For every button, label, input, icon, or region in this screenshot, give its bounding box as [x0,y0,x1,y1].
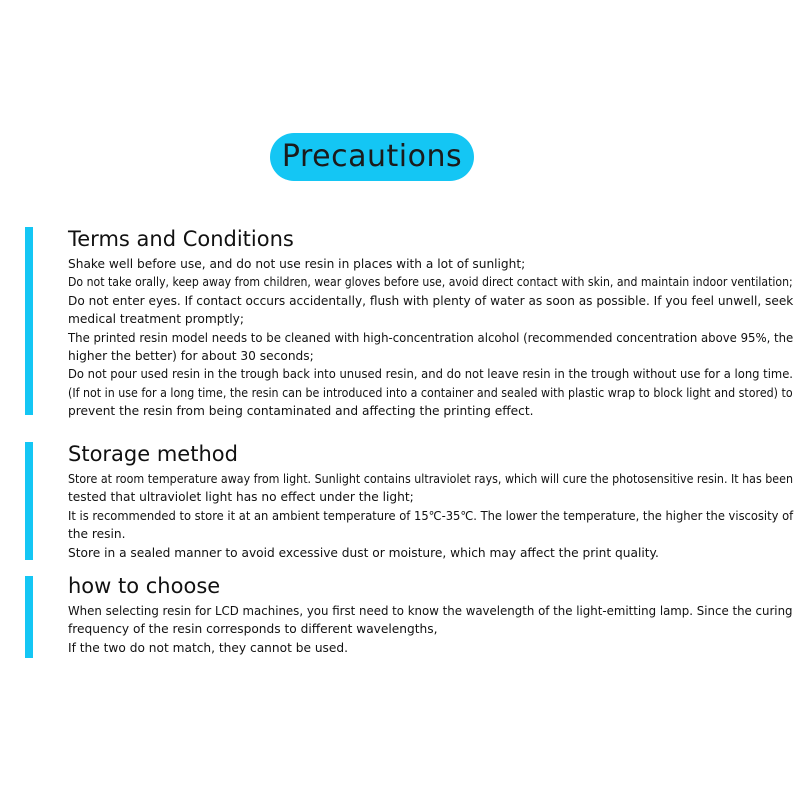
section-heading-terms: Terms and Conditions [68,227,294,251]
text-line: Shake well before use, and do not use resin in places with a lot of sunlight; [68,257,526,271]
text-line: (If not in use for a long time, the resin can be introduced into a container and sealed with plastic wrap to block light and stored) to [68,385,793,400]
page-title: Precautions [281,139,463,174]
text-line: If the two do not match, they cannot be used. [68,640,349,655]
section-accent-bar [25,442,33,560]
text-line: Do not enter eyes. If contact occurs accidentally, flush with plenty of water as soon as possible. If you feel unwell, seek [68,293,794,308]
section-accent-bar [25,576,33,658]
text-line: Do not take orally, keep away from children, wear gloves before use, avoid direct contact with skin, and maintain indoor ventilation; [68,275,793,290]
text-line: Store at room temperature away from light. Sunlight contains ultraviolet rays, which will cure the photosensitive resin. It has been [68,472,793,486]
text-line: tested that ultraviolet light has no effect under the light; [68,490,414,505]
text-line: higher the better) for about 30 seconds; [68,349,314,364]
text-line: Do not pour used resin in the trough back into unused resin, and do not leave resin in the trough without use for a long time. [68,367,793,382]
text-line: frequency of the resin corresponds to different wavelengths, [68,622,438,637]
section-body-how-to-choose [68,602,793,657]
text-line: It is recommended to store it at an ambient temperature of 15℃-35℃. The lower the temperature, the higher the viscosity of [68,508,794,523]
section-accent-bar [25,227,33,415]
text-line: Store in a sealed manner to avoid excessive dust or moisture, which may affect the print quality. [68,545,659,560]
section-body-terms [68,255,793,421]
text-line: The printed resin model needs to be cleaned with high-concentration alcohol (recommended concentration above 95%, the [68,330,794,345]
text-line: the resin. [68,527,126,542]
text-line: prevent the resin from being contaminated and affecting the printing effect. [68,404,534,419]
page-title-badge [270,133,474,181]
section-heading-how-to-choose: how to choose [68,574,221,598]
text-line: medical treatment promptly; [68,312,244,327]
text-line: When selecting resin for LCD machines, you first need to know the wavelength of the light-emitting lamp. Since the curing [68,604,793,618]
section-heading-storage: Storage method [68,442,238,466]
section-body-storage [68,470,793,562]
